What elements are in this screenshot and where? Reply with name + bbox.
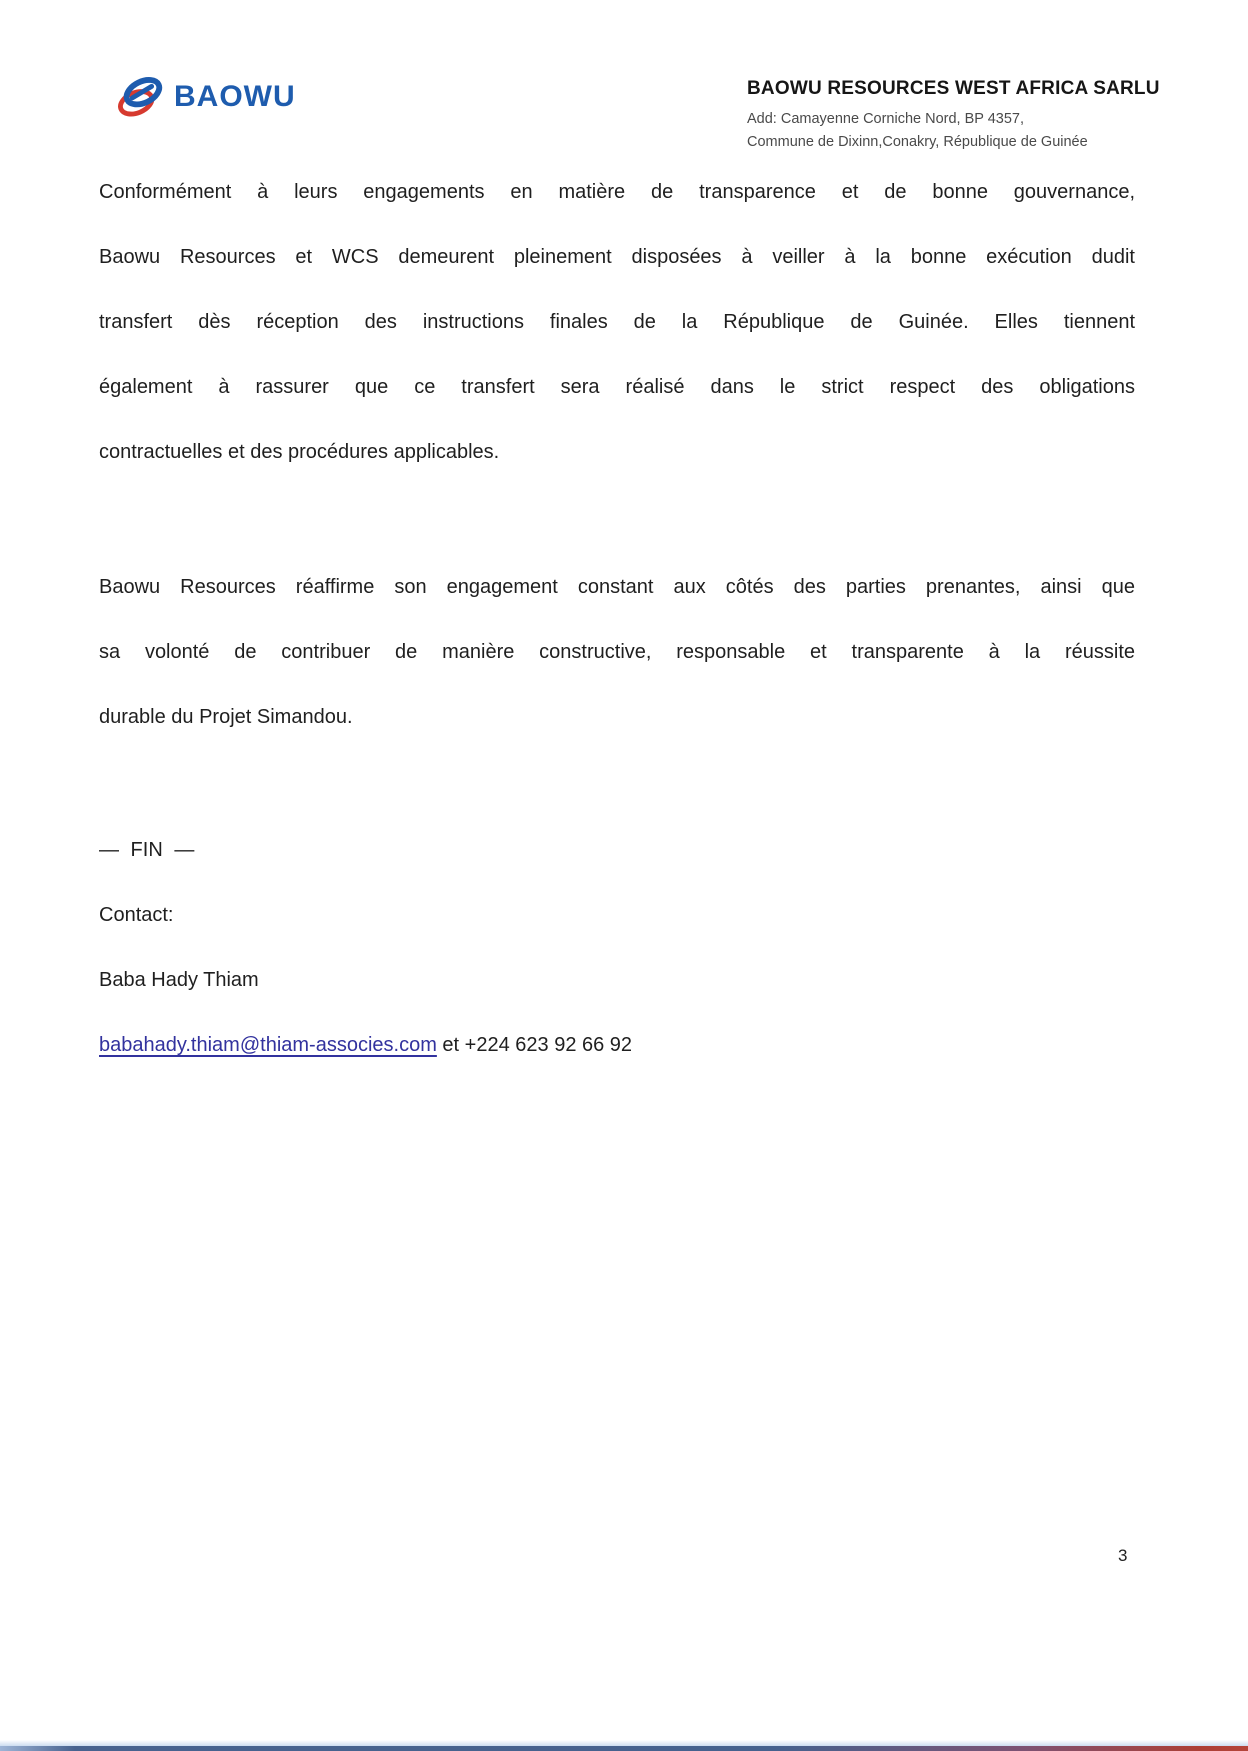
body-line: Baowu Resources réaffirme son engagement constant aux côtés des parties prenantes, ainsi que [99,576,1135,598]
contact-label: Contact: [99,904,174,926]
body-line: transfert dès réception des instructions finales de la République de Guinée. Elles tiennent [99,311,1135,333]
body-line: Conformément à leurs engagements en matière de transparence et de bonne gouvernance, [99,181,1135,203]
logo-wordmark: BAOWU [174,80,296,113]
body-line: durable du Projet Simandou. [99,706,353,728]
contact-name: Baba Hady Thiam [99,969,259,991]
baowu-logo-icon [112,72,170,122]
document-body [99,160,1135,1078]
contact-line [99,1013,1135,1078]
contact-email-link[interactable]: babahady.thiam@thiam-associes.com [99,1034,437,1056]
contact-phone: et +224 623 92 66 92 [436,1034,633,1056]
paragraph-1 [99,160,1135,485]
body-line: également à rassurer que ce transfert sera réalisé dans le strict respect des obligations [99,376,1135,398]
paragraph-2 [99,555,1135,750]
page-number: 3 [1118,1546,1128,1565]
company-name: BAOWU RESOURCES WEST AFRICA SARLU [747,78,1160,99]
body-line: sa volonté de contribuer de manière constructive, responsable et transparente à la réussite [99,641,1135,663]
body-line: Baowu Resources et WCS demeurent pleinement disposées à veiller à la bonne exécution dudit [99,246,1135,268]
body-line: contractuelles et des procédures applicables. [99,441,500,463]
baowu-logo [112,72,296,122]
company-address-line-1: Add: Camayenne Corniche Nord, BP 4357, [747,111,1025,127]
footer-accent-bar [0,1746,1248,1751]
company-address-line-2: Commune de Dixinn,Conakry, République de Guinée [747,134,1088,150]
fin-marker: — FIN — [99,839,195,861]
company-header [747,78,1167,154]
